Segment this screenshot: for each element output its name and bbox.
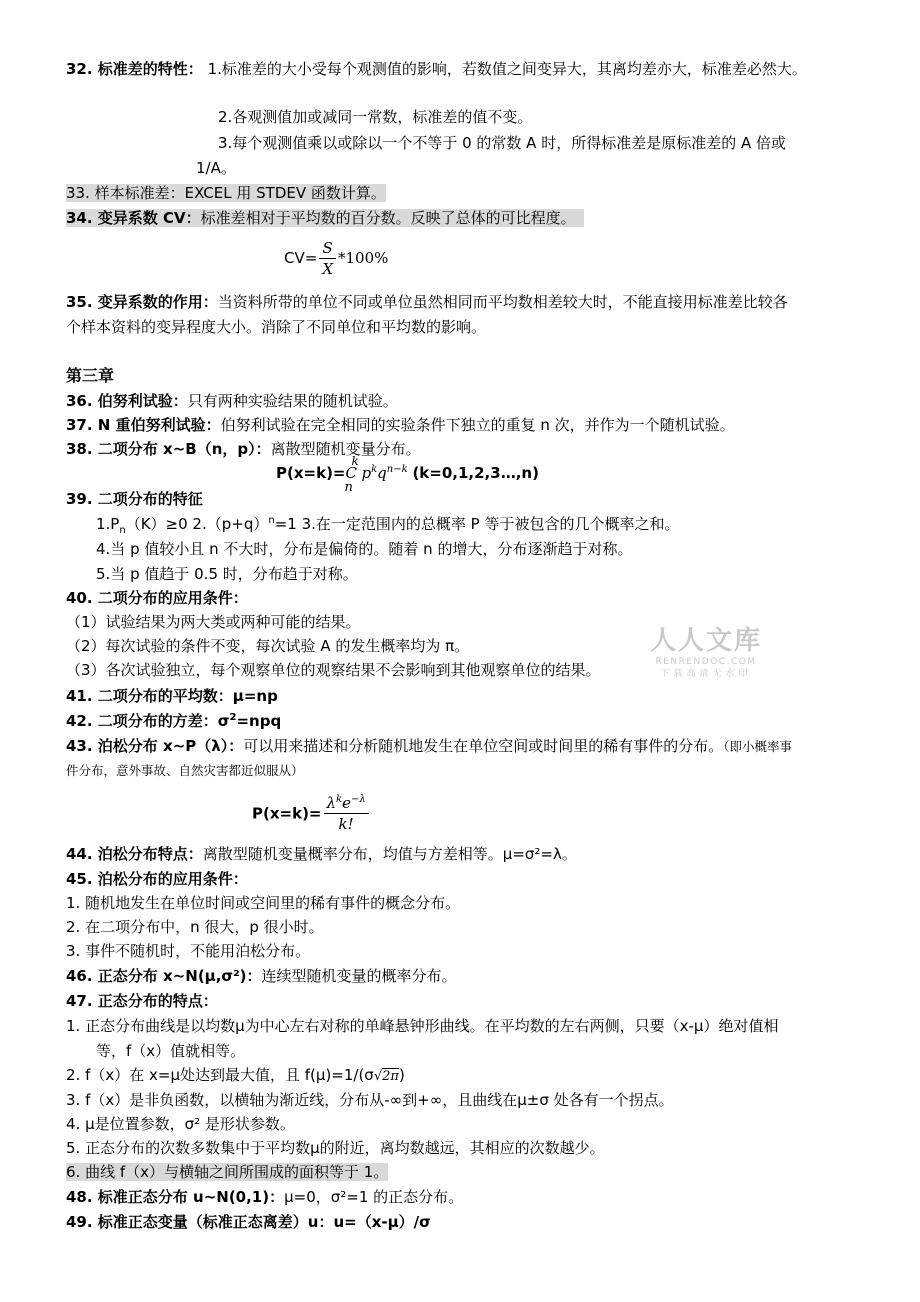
- item-32-text: 1.标准差的大小受每个观测值的影响，若数值之间变异大，其离均差亦大，标准差必然大。: [207, 60, 807, 78]
- item-34-label: 34. 变异系数 CV：: [66, 209, 201, 227]
- item-40-cond-1: （1）试验结果为两大类或两种可能的结果。: [66, 613, 361, 631]
- item-42: 42. 二项分布的方差：$\sigma^2=npq$: [66, 712, 282, 730]
- item-44: 44. 泊松分布特点：离散型随机变量概率分布，均值与方差相等。μ=σ²=λ。: [66, 845, 577, 863]
- item-45: 45. 泊松分布的应用条件：: [66, 870, 248, 888]
- item-36: 36. 伯努利试验：只有两种实验结果的随机试验。: [66, 392, 398, 410]
- item-34: [66, 207, 584, 229]
- item-32-label: 32. 标准差的特性：: [66, 60, 203, 78]
- cv-formula: CV= $\frac{S}{X}$ *100%: [284, 239, 389, 278]
- item-47-point-3: 3. f（x）是非负函数，以横轴为渐近线，分布从-∞到+∞，且曲线在μ±σ 处各有一个拐点。: [66, 1091, 674, 1109]
- binomial-formula: P(x=k)=C k n $p^kq^{n-k}$ (k=0,1,2,3…,n): [276, 454, 539, 495]
- item-45-cond-1: 1. 随机地发生在单位时间或空间里的稀有事件的概念分布。: [66, 894, 461, 912]
- poisson-denominator: k!: [338, 815, 354, 833]
- watermark-title: 人人文库: [650, 626, 763, 656]
- item-39: 39. 二项分布的特征: [66, 490, 203, 508]
- item-35-label: 35. 变异系数的作用：: [66, 293, 218, 311]
- item-32: [66, 58, 807, 80]
- item-32-point-2: 2.各观测值加或减同一常数，标准差的值不变。: [218, 108, 533, 126]
- poisson-formula: P(x=k)= $\frac{\lambda^ke^{-\lambda}}{k!}$: [252, 793, 371, 834]
- watermark: [650, 626, 762, 680]
- item-39-line-4: 4.当 p 值较小且 n 不大时，分布是偏倚的。随着 n 的增大，分布逐渐趋于对称。: [96, 540, 633, 558]
- chapter-heading: 第三章: [66, 366, 115, 385]
- item-33: [66, 182, 386, 204]
- item-35: [66, 291, 788, 313]
- item-49: 49. 标准正态变量（标准正态离差）u：u=（x-μ）/σ: [66, 1213, 431, 1231]
- item-40: 40. 二项分布的应用条件：: [66, 589, 248, 607]
- item-43-note: 件分布，意外事故、自然灾害都近似服从）: [66, 763, 304, 778]
- item-35-text: 当资料所带的单位不同或单位虽然相同而平均数相差较大时，不能直接用标准差比较各: [217, 293, 788, 311]
- item-47-point-1: 1. 正态分布曲线是以均数μ为中心左右对称的单峰悬钟形曲线。在平均数的左右两侧，只要（x-μ）绝对值相: [66, 1017, 779, 1035]
- item-41: 41. 二项分布的平均数：μ=np: [66, 687, 278, 705]
- item-39-line-5: 5.当 p 值趋于 0.5 时，分布趋于对称。: [96, 565, 358, 583]
- item-40-cond-2: （2）每次试验的条件不变，每次试验 A 的发生概率均为 π。: [66, 637, 470, 655]
- watermark-slogan: 下载高清无水印: [660, 669, 752, 679]
- item-37: 37. N 重伯努利试验：伯努利试验在完全相同的实验条件下独立的重复 n 次，并作为一个随机试验。: [66, 416, 735, 434]
- item-45-cond-3: 3. 事件不随机时，不能用泊松分布。: [66, 942, 311, 960]
- item-39-line-1: $1.P_n(K)\ge 0$ $2.(p+q)^n=1$ 3.在一定范围内的总概率 P 等于被包含的几个概率之和。: [96, 515, 680, 536]
- item-35-cont: 个样本资料的变异程度大小。消除了不同单位和平均数的影响。: [66, 318, 487, 336]
- item-40-cond-3: （3）各次试验独立，每个观察单位的观察结果不会影响到其他观察单位的结果。: [66, 661, 601, 679]
- item-47: 47. 正态分布的特点：: [66, 992, 218, 1010]
- item-34-text: 标准差相对于平均数的百分数。反映了总体的可比程度。: [200, 209, 576, 227]
- item-38: 38. 二项分布 x~B（n，p）：离散型随机变量分布。: [66, 440, 421, 458]
- item-48: 48. 标准正态分布 u~N(0,1)：μ=0，σ²=1 的正态分布。: [66, 1188, 464, 1206]
- item-45-cond-2: 2. 在二项分布中，n 很大，p 很小时。: [66, 918, 324, 936]
- cv-numerator: S: [322, 239, 333, 257]
- item-47-point-5: 5. 正态分布的次数多数集中于平均数μ的附近，离均数越远，其相应的次数越少。: [66, 1139, 605, 1157]
- poisson-numerator: $\lambda^ke^{-\lambda}$: [324, 793, 369, 814]
- item-47-point-4: 4. μ是位置参数，σ² 是形状参数。: [66, 1115, 295, 1133]
- item-47-point-6: 6. 曲线 f（x）与横轴之间所围成的面积等于 1。: [66, 1163, 389, 1181]
- item-43: 43. 泊松分布 x~P（λ）：可以用来描述和分析随机地发生在单位空间或时间里的稀有事件的分布。（即小概率事: [66, 737, 793, 755]
- item-46: 46. 正态分布 x~N(μ,σ²)：连续型随机变量的概率分布。: [66, 967, 457, 985]
- item-33-text: 33. 样本标准差：EXCEL 用 STDEV 函数计算。: [66, 184, 386, 202]
- item-47-point-2: 2. f（x）在 x=μ处达到最大值，且 f(μ)=1/(σ√2π): [66, 1066, 405, 1084]
- item-47-point-1-cont: 等，f（x）值就相等。: [96, 1042, 246, 1060]
- watermark-domain: RENRENDOC.COM: [655, 657, 757, 667]
- item-32-point-3: 3.每个观测值乘以或除以一个不等于 0 的常数 A 时，所得标准差是原标准差的 A 倍或: [218, 134, 786, 152]
- item-32-point-3-cont: 1/A。: [196, 159, 236, 177]
- cv-denominator: X: [319, 258, 336, 279]
